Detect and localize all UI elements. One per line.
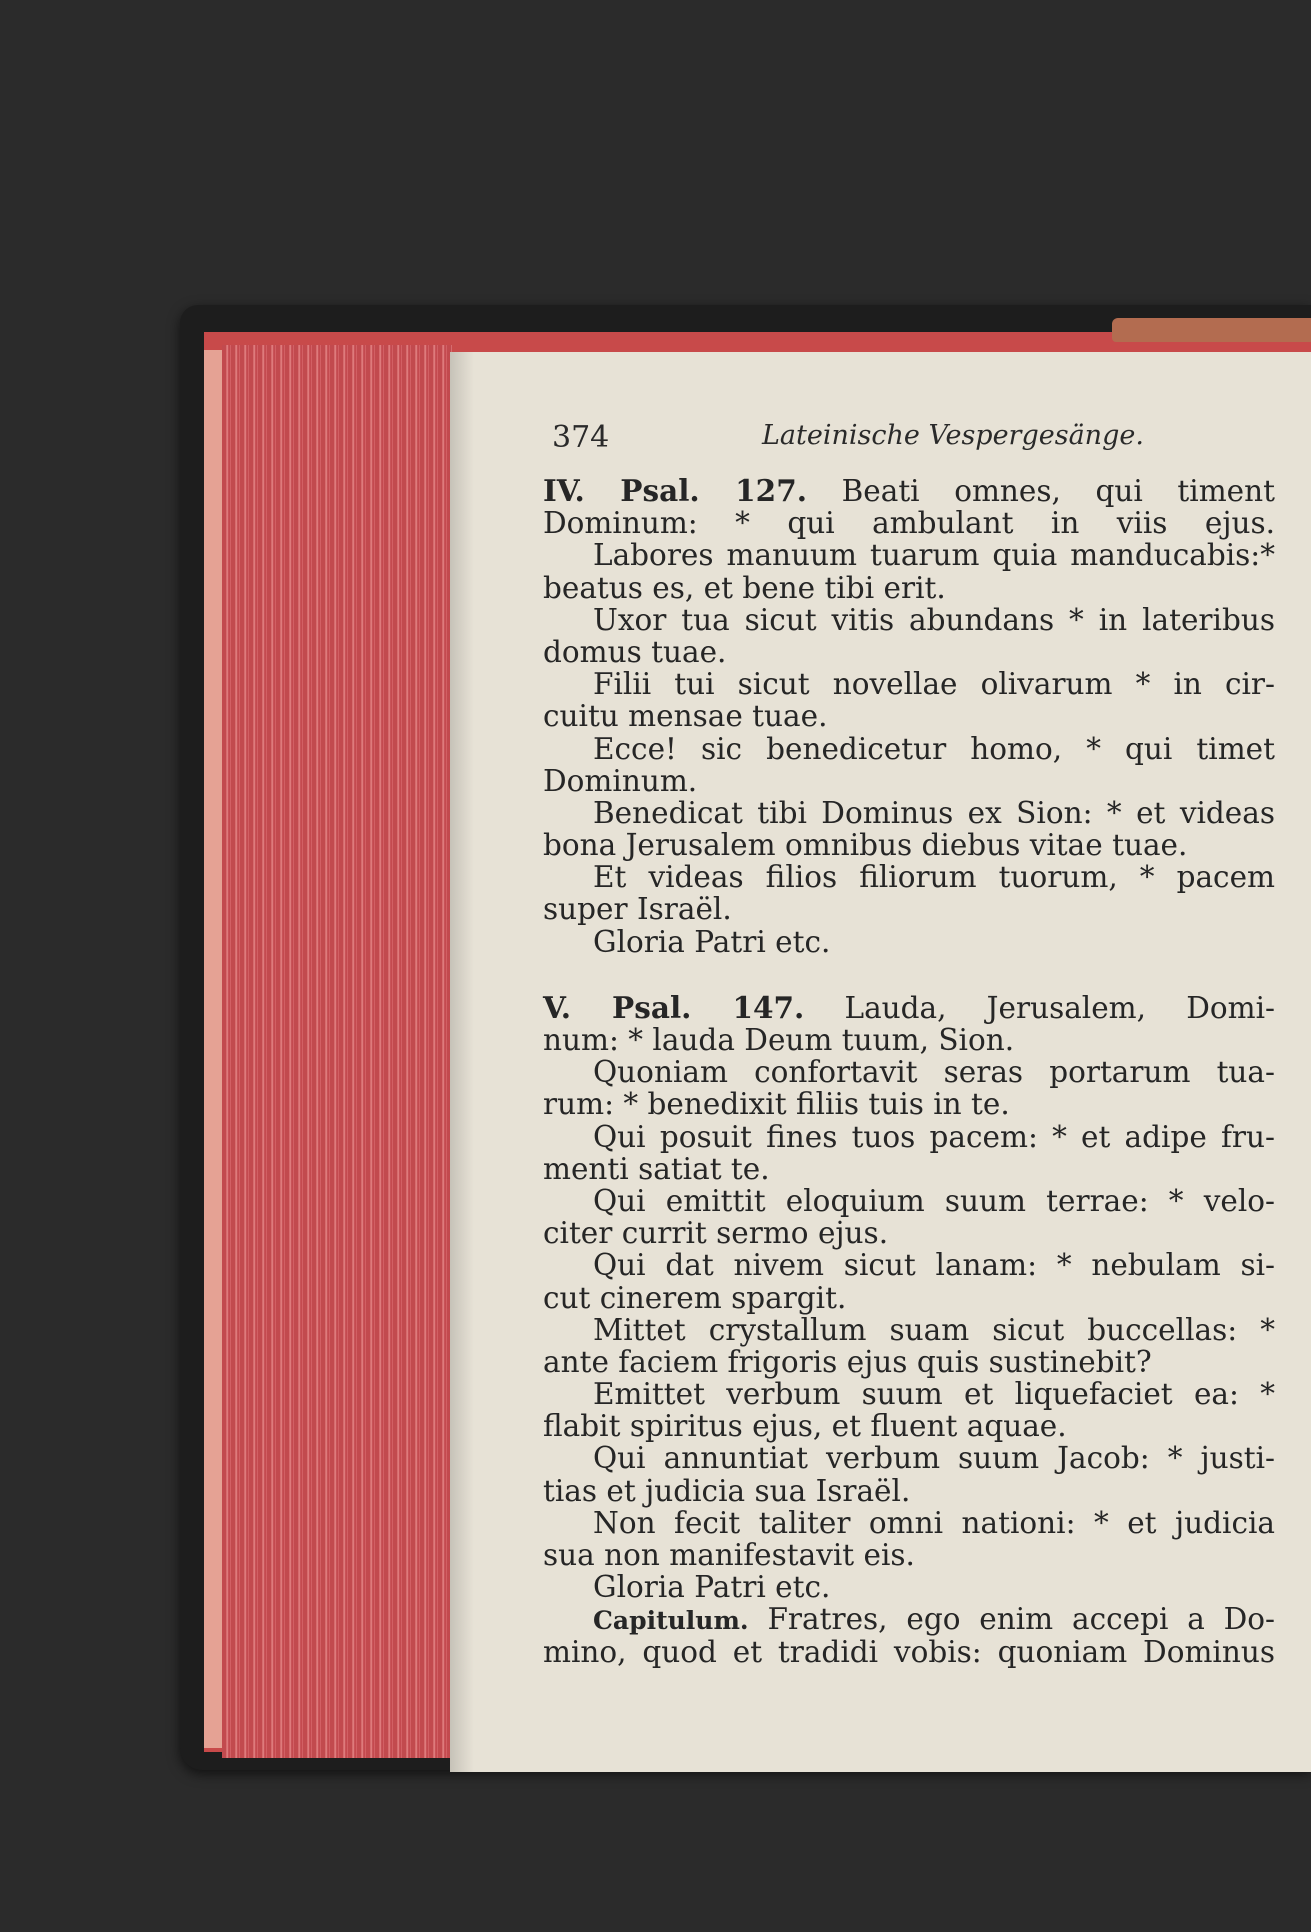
text-line: Mittet crystallum suam sicut buccellas: * <box>593 1312 1275 1347</box>
text-line: tias et judicia sua Israël. <box>543 1473 911 1508</box>
text-line: sua non manifestavit eis. <box>543 1538 915 1572</box>
text-line: mino, quod et tradidi vobis: quoniam Dominus <box>543 1634 1275 1669</box>
text-line: cuitu mensae tuae. <box>543 699 828 734</box>
capitulum-label: Capitulum. <box>593 1606 749 1636</box>
text-line: ante faciem frigoris ejus quis sustinebit? <box>543 1344 1152 1379</box>
page-number: 374 <box>552 420 610 455</box>
text-line: rum: * benedixit filiis tuis in te. <box>543 1087 1010 1122</box>
text-line: Emittet verbum suum et liquefaciet ea: * <box>593 1377 1275 1412</box>
text-line: Benedicat tibi Dominus ex Sion: * et videas <box>593 795 1275 830</box>
text-line: Dominum. <box>543 763 698 798</box>
text-line: Ecce! sic benedicetur homo, * qui timet <box>593 731 1275 766</box>
text-line: super Israël. <box>543 892 732 927</box>
text-line: Qui dat nivem sicut lanam: * nebulam si- <box>593 1248 1275 1283</box>
page-edge-strip <box>204 350 222 1748</box>
text-line: Qui annuntiat verbum suum Jacob: * justi- <box>593 1441 1275 1476</box>
red-page-edges <box>222 345 452 1758</box>
psalm-v-heading: V. Psal. 147. <box>543 989 805 1025</box>
text-line: beatus es, et bene tibi erit. <box>543 570 946 605</box>
text-line: Labores manuum tuarum quia manducabis:* <box>593 538 1275 573</box>
text-line: flabit spiritus ejus, et fluent aquae. <box>543 1409 1067 1444</box>
worn-cover-corner <box>1112 318 1311 342</box>
text-line: Dominum: * qui ambulant in viis ejus. <box>543 506 1275 541</box>
text-line: Non fecit taliter omni nationi: * et judicia <box>593 1505 1275 1540</box>
text-line: Beati omnes, qui timent <box>841 474 1275 508</box>
psalm-iv-heading: IV. Psal. 127. <box>543 473 807 508</box>
text-line: Gloria Patri etc. <box>593 924 831 959</box>
text-line: num: * lauda Deum tuum, Sion. <box>543 1023 1015 1057</box>
page-text <box>543 475 1275 1668</box>
psalm-iv-first-line <box>543 475 1275 507</box>
text-line: Gloria Patri etc. <box>593 1570 831 1605</box>
text-line: Lauda, Jerusalem, Domi- <box>844 990 1275 1025</box>
capitulum-first-line <box>543 1603 1275 1635</box>
psalm-v-first-line <box>543 989 1275 1025</box>
text-line: Qui emittit eloquium suum terrae: * velo- <box>593 1183 1275 1218</box>
text-line: Fratres, ego enim accepi a Do- <box>767 1602 1275 1637</box>
text-line: menti satiat te. <box>543 1151 770 1186</box>
text-line: cut cinerem spargit. <box>543 1280 847 1315</box>
section-gap <box>543 958 1275 992</box>
text-line: Et videas filios filiorum tuorum, * pacem <box>593 860 1275 895</box>
text-line: Quoniam confortavit seras portarum tua- <box>593 1055 1275 1090</box>
text-line: Uxor tua sicut vitis abundans * in lateribus <box>593 602 1275 637</box>
page-header <box>552 420 1144 460</box>
text-line: citer currit sermo ejus. <box>543 1216 889 1251</box>
text-line: Qui posuit fines tuos pacem: * et adipe fru- <box>593 1119 1275 1154</box>
text-line: domus tuae. <box>543 634 727 669</box>
text-line: Filii tui sicut novellae olivarum * in cir- <box>593 667 1275 702</box>
running-title: Lateinische Vespergesänge. <box>762 420 1144 451</box>
text-line: bona Jerusalem omnibus diebus vitae tuae. <box>543 828 1188 863</box>
